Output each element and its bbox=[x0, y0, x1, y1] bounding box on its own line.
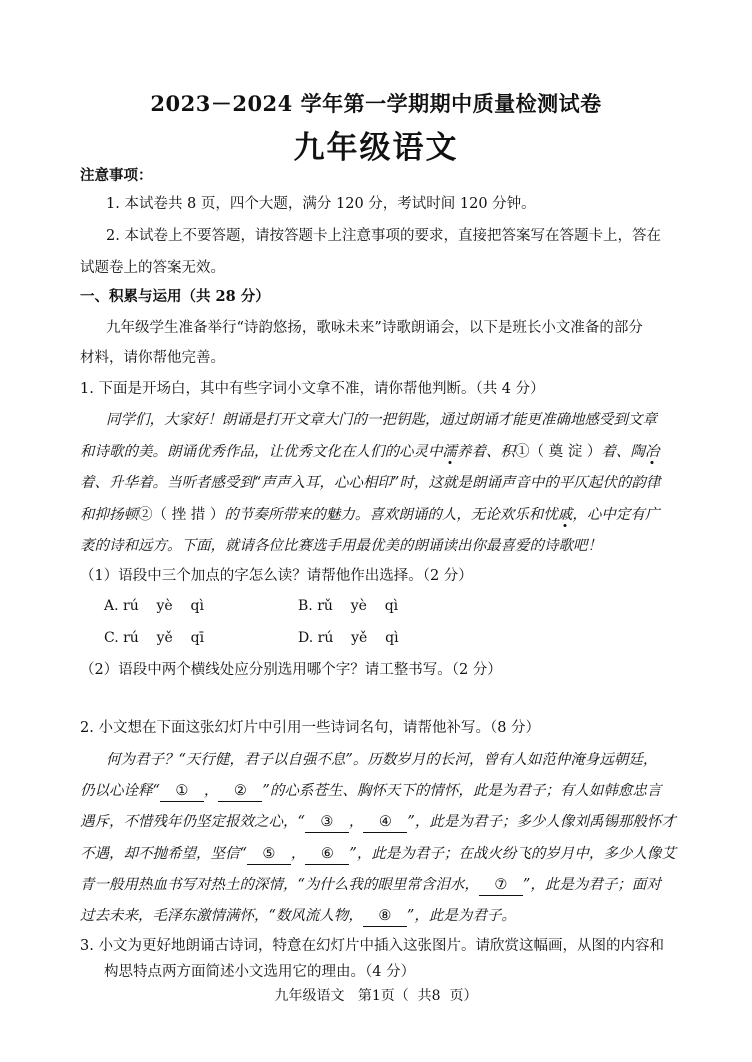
section1-heading: 一、积累与运用（共 28 分） bbox=[80, 288, 270, 305]
q2-text: ”，此是为君子。 bbox=[406, 908, 516, 924]
section1-intro-a: 九年级学生准备举行“诗韵悠扬，歌咏未来”诗歌朗诵会，以下是班长小文准备的部分 bbox=[106, 320, 643, 336]
notes-item-1: 1. 本试卷共 8 页，四个大题，满分 120 分，考试时间 120 分钟。 bbox=[106, 196, 536, 212]
choice-marker-1: ①（ 奠 淀 ） bbox=[515, 444, 602, 460]
q2-text: ”，此是为君子；在战火纷飞的岁月中，多少人像艾 bbox=[349, 846, 676, 862]
q2-text: ”，此是为君子；面对 bbox=[522, 877, 661, 893]
q1-stem: 1. 下面是开场白，其中有些字词小文拿不准，请你帮他判断。（共 4 分） bbox=[80, 381, 545, 397]
notes-item-2a: 2. 本试卷上不要答题，请按答题卡上注意事项的要求，直接把答案写在答题卡上，答在 bbox=[106, 228, 661, 244]
blank-2: ② bbox=[218, 781, 262, 802]
q2-text: ， bbox=[290, 846, 306, 862]
choice-marker-2: ②（ 挫 措 ） bbox=[138, 507, 225, 523]
dotted-char-1: 濡 bbox=[442, 444, 457, 460]
blank-7: ⑦ bbox=[479, 875, 523, 896]
option-a: A. rú yè qì bbox=[104, 598, 204, 614]
q2-text: 遇斥，不惜残年仍坚定报效之心，“ bbox=[80, 814, 305, 830]
blank-1: ① bbox=[160, 781, 204, 802]
section1-intro-b: 材料，请你帮他完善。 bbox=[80, 350, 225, 366]
q2-text: 过去未来，毛泽东激情满怀，“数风流人物， bbox=[80, 908, 363, 924]
q1-passage-line-5: 袤的诗和远方。下面，就请各位比赛选手用最优美的朗诵读出你最喜爱的诗歌吧！ bbox=[80, 538, 602, 554]
q2-text: ”，此是为君子；多少人像刘禹锡那般怀才 bbox=[407, 814, 676, 830]
q2-text: 青一般用热血书写对热土的深情，“为什么我的眼里常含泪水， bbox=[80, 877, 479, 893]
blank-8: ⑧ bbox=[363, 906, 407, 927]
q2-text: 不遇，却不抛希望，坚信“ bbox=[80, 846, 247, 862]
q2-text: ”的心系苍生、胸怀天下的情怀，此是为君子；有人如韩愈忠言 bbox=[262, 783, 662, 799]
q1-passage-line-3: 着、升华着。当听者感受到“声声入耳，心心相印”时，这就是朗诵声音中的平仄起伏的韵律 bbox=[80, 475, 661, 491]
blank-6: ⑥ bbox=[305, 844, 349, 865]
notes-item-2b: 试题卷上的答案无效。 bbox=[80, 260, 225, 276]
q3-line-1: 3. 小文为更好地朗诵古诗词，特意在幻灯片中插入这张图片。请欣赏这幅画，从图的内容和 bbox=[80, 938, 664, 954]
q2-line-4 bbox=[80, 844, 680, 865]
q2-stem: 2. 小文想在下面这张幻灯片中引用一些诗词名句，请帮他补写。（8 分） bbox=[80, 720, 541, 736]
blank-4: ④ bbox=[363, 812, 407, 833]
q1-passage-text: ，心中定有广 bbox=[572, 507, 660, 523]
option-c: C. rú yě qī bbox=[104, 630, 205, 646]
q1-passage-text: 的节奏所带来的魅力。喜欢朗诵的人，无论欢乐和忧 bbox=[224, 507, 558, 523]
q1-sub2: （2）语段中两个横线处应分别选用哪个字？请工整书写。（2 分） bbox=[80, 662, 502, 678]
q1-passage-line-4 bbox=[80, 505, 680, 525]
exam-title: 2023－2024 学年第一学期期中质量检测试卷 bbox=[150, 91, 602, 116]
q2-text: ， bbox=[348, 814, 364, 830]
q1-passage-text: 和诗歌的美。朗诵优秀作品，让优秀文化在人们的心灵中 bbox=[80, 444, 443, 460]
blank-3: ③ bbox=[305, 812, 349, 833]
subject-title: 九年级语文 bbox=[293, 130, 459, 166]
q1-passage-line-1: 同学们，大家好！朗诵是打开文章大门的一把钥匙，通过朗诵才能更准确地感受到文章 bbox=[106, 412, 657, 428]
notes-heading: 注意事项： bbox=[80, 167, 153, 184]
q2-text: 仍以心诠释“ bbox=[80, 783, 160, 799]
q1-passage-text: 养着、积 bbox=[457, 444, 515, 460]
page-footer: 九年级语文 第1页（ 共8 页） bbox=[274, 988, 478, 1004]
q2-line-3 bbox=[80, 812, 680, 833]
q3-line-2: 构思特点两方面简述小文选用它的理由。（4 分） bbox=[104, 964, 416, 980]
blank-5: ⑤ bbox=[247, 844, 291, 865]
option-b: B. rǔ yè qì bbox=[298, 598, 399, 614]
q2-line-1: 何为君子？“天行健，君子以自强不息”。历数岁月的长河，曾有人如范仲淹身远朝廷， bbox=[106, 752, 658, 768]
q1-passage-text: 着、陶 bbox=[601, 444, 645, 460]
q2-line-6 bbox=[80, 906, 680, 927]
dotted-char-2: 冶 bbox=[644, 444, 660, 460]
q2-line-5 bbox=[80, 875, 680, 896]
q2-line-2 bbox=[80, 781, 680, 802]
q1-sub1: （1）语段中三个加点的字怎么读？请帮他作出选择。（2 分） bbox=[80, 568, 473, 584]
q1-passage-line-2 bbox=[80, 442, 680, 462]
option-d: D. rú yě qì bbox=[298, 630, 399, 646]
dotted-char-3: 戚 bbox=[557, 507, 573, 523]
q1-passage-text: 和抑扬顿 bbox=[80, 507, 138, 523]
q2-text: ， bbox=[203, 783, 219, 799]
